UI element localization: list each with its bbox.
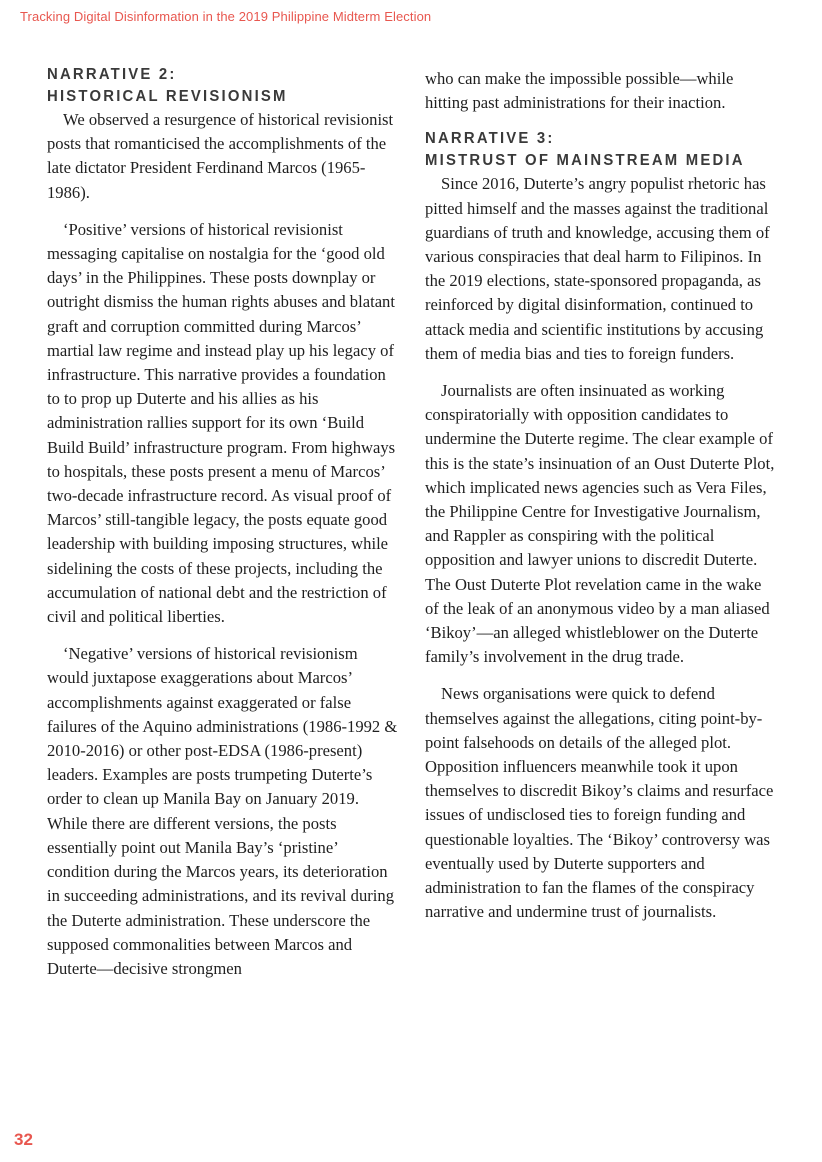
heading-line: NARRATIVE 3: [425, 130, 555, 148]
heading-line: NARRATIVE 2: [47, 66, 177, 83]
narrative-2-heading [47, 64, 385, 108]
paragraph: We observed a resurgence of historical revisionist posts that romanticised the accomplishments of the late dictator President Ferdinand Marcos (1965-1986). [47, 110, 394, 202]
paragraph: Since 2016, Duterte’s angry populist rhetoric has pitted himself and the masses against the traditional guardians of truth and knowledge, accusing them of various conspiracies that deal harm to Filipinos. In the 2019 elections, state-sponsored propaganda, as reinforced by digital disinformation, continued to attack media and scientific institutions by accusing them of media bias and ties to foreign funders. [425, 174, 770, 363]
narrative-3-heading [425, 128, 763, 172]
paragraph: Journalists are often insinuated as working conspiratorially with opposition candidates to undermine the Duterte regime. The clear example of this is the state’s insinuation of an Oust Duterte Plot, which implicated news agencies such as Vera Files, the Philippine Centre for Investigative Journalism, and Rappler as conspiring with the political opposition and lawyer unions to discredit Duterte. The Oust Duterte Plot revelation came in the wake of the leak of an anonymous video by a man aliased ‘Bikoy’—an alleged whistleblower on the Duterte family’s involvement in the drug trade. [425, 381, 775, 667]
paragraph: ‘Positive’ versions of historical revisionist messaging capitalise on nostalgia for the ‘good old days’ in the Philippines. These posts downplay or outright dismiss the human rights abuses and blatant graft and corruption committed during Marcos’ martial law regime and instead play up his legacy of infrastructure. This narrative provides a foundation to to prop up Duterte and his allies as his administration rallies support for its own ‘Build Build Build’ infrastructure program. From highways to hospitals, these posts present a menu of Marcos’ two-decade infrastructure record. As visual proof of Marcos’ still-tangible legacy, the posts equate good leadership with building imposing structures, while sidelining the costs of these projects, including the accumulation of national debt and the restriction of civil and political liberties. [47, 219, 396, 627]
page-number: 32 [14, 1130, 33, 1149]
left-column [47, 64, 399, 994]
paragraph-continuation: who can make the impossible possible—while hitting past administrations for their inaction. [425, 69, 734, 113]
right-column [425, 67, 777, 938]
running-header: Tracking Digital Disinformation in the 2019 Philippine Midterm Election [20, 9, 432, 24]
paragraph: News organisations were quick to defend themselves against the allegations, citing point-by-point falsehoods on details of the alleged plot. Opposition influencers meanwhile took it upon themselves to discredit Bikoy’s claims and resurface issues of undisclosed ties to foreign funding and questionable loyalties. The ‘Bikoy’ controversy was eventually used by Duterte supporters and administration to fan the flames of the conspiracy narrative and undermine trust of journalists. [425, 684, 774, 922]
heading-line: HISTORICAL REVISIONISM [47, 88, 288, 105]
paragraph: ‘Negative’ versions of historical revisionism would juxtapose exaggerations about Marcos’ accomplishments against exaggerated or false failures of the Aquino administrations (1986-1992 & 2010-2016) or other post-EDSA (1986-present) leaders. Examples are posts trumpeting Duterte’s order to clean up Manila Bay on January 2019. While there are different versions, the posts essentially point out Manila Bay’s ‘pristine’ condition during the Marcos years, its deterioration in succeeding administrations, and its revival during the Duterte administration. These underscore the supposed commonalities between Marcos and Duterte—decisive strongmen [47, 644, 398, 978]
heading-line: MISTRUST OF MAINSTREAM MEDIA [425, 152, 745, 170]
